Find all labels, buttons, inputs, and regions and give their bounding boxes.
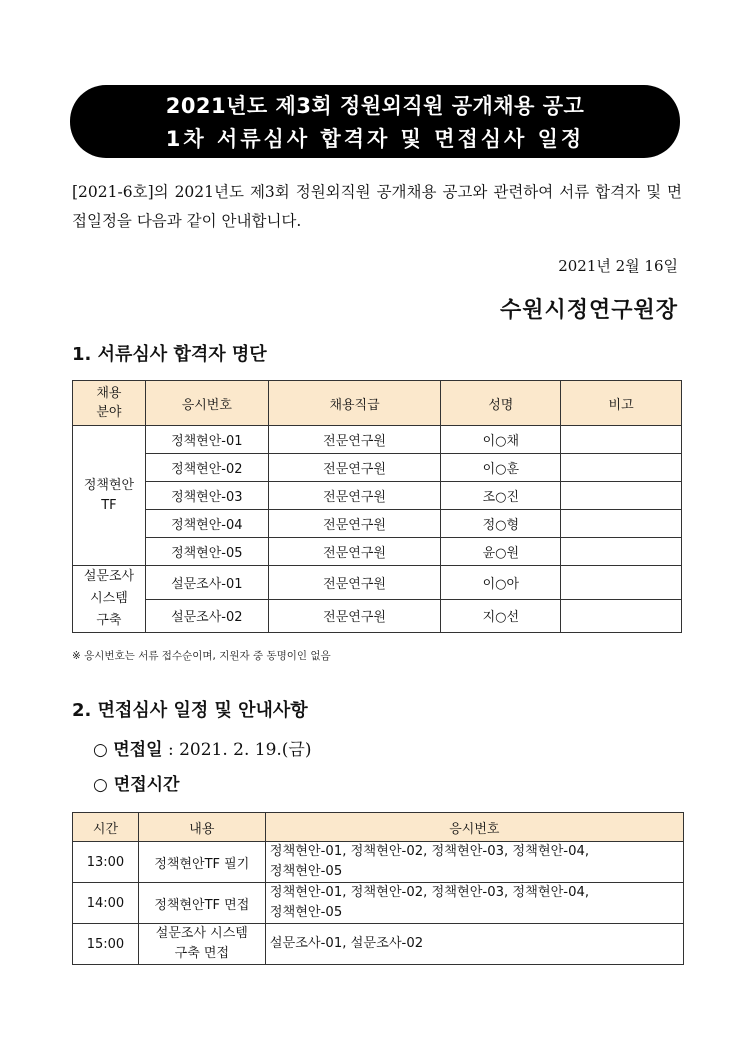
name-cell: 이○아 (441, 566, 561, 600)
content-cell: 정책현안TF 필기 (138, 842, 265, 883)
time-cell: 14:00 (73, 883, 139, 924)
code-cell: 정책현안-02 (145, 454, 268, 482)
issuer-name: 수원시정연구원장 (499, 298, 678, 323)
grade-cell: 전문연구원 (268, 454, 441, 482)
code-cell: 정책현안-04 (145, 510, 268, 538)
code-cell: 설문조사-01 (145, 566, 268, 600)
time-cell: 13:00 (73, 842, 139, 883)
table-row (73, 510, 682, 538)
title-banner (70, 85, 680, 158)
header-name: 성명 (441, 381, 561, 426)
note-cell (561, 426, 682, 454)
table-row (73, 599, 682, 633)
note-cell (561, 454, 682, 482)
section-2-title: 2. 면접심사 일정 및 안내사항 (72, 700, 308, 721)
table-row (73, 842, 684, 883)
header-grade: 채용직급 (268, 381, 441, 426)
header-field: 채용 분야 (73, 381, 146, 426)
interview-date-label: 면접일 (113, 740, 163, 760)
name-cell: 조○진 (441, 482, 561, 510)
time-cell: 15:00 (73, 924, 139, 965)
note-cell (561, 482, 682, 510)
grade-cell: 전문연구원 (268, 599, 441, 633)
interview-time-label: 면접시간 (113, 775, 180, 795)
table-row (73, 566, 682, 600)
candidates-table (72, 380, 682, 633)
codes-cell: 정책현안-01, 정책현안-02, 정책현안-03, 정책현안-04, 정책현안-05 (265, 883, 683, 924)
table-row (73, 883, 684, 924)
code-cell: 설문조사-02 (145, 599, 268, 633)
table-row (73, 426, 682, 454)
circle-bullet-icon: ○ (93, 775, 108, 795)
header-code: 응시번호 (145, 381, 268, 426)
interview-date-line (93, 735, 312, 760)
table-row (73, 924, 684, 965)
name-cell: 정○형 (441, 510, 561, 538)
code-cell: 정책현안-05 (145, 538, 268, 566)
intro-paragraph: [2021-6호]의 2021년도 제3회 정원외직원 공개채용 공고와 관련하여 서류 합격자 및 면접일정을 다음과 같이 안내합니다. (72, 183, 682, 230)
codes-cell: 정책현안-01, 정책현안-02, 정책현안-03, 정책현안-04, 정책현안-05 (265, 842, 683, 883)
content-cell: 설문조사 시스템 구축 면접 (138, 924, 265, 965)
grade-cell: 전문연구원 (268, 538, 441, 566)
table-footnote: ※ 응시번호는 서류 접수순이며, 지원자 중 동명이인 없음 (72, 650, 331, 662)
note-cell (561, 599, 682, 633)
schedule-table (72, 812, 684, 965)
field-cell: 설문조사 시스템 구축 (73, 566, 146, 633)
name-cell: 이○훈 (441, 454, 561, 482)
section-1-title: 1. 서류심사 합격자 명단 (72, 344, 267, 365)
codes-cell: 설문조사-01, 설문조사-02 (265, 924, 683, 965)
field-cell: 정책현안 TF (73, 426, 146, 566)
code-cell: 정책현안-03 (145, 482, 268, 510)
grade-cell: 전문연구원 (268, 510, 441, 538)
table-header-row (73, 381, 682, 426)
name-cell: 이○채 (441, 426, 561, 454)
grade-cell: 전문연구원 (268, 566, 441, 600)
content-cell: 정책현안TF 면접 (138, 883, 265, 924)
header-content: 내용 (138, 813, 265, 842)
interview-time-line (93, 770, 179, 795)
note-cell (561, 510, 682, 538)
code-cell: 정책현안-01 (145, 426, 268, 454)
header-codes: 응시번호 (265, 813, 683, 842)
header-note: 비고 (561, 381, 682, 426)
name-cell: 지○선 (441, 599, 561, 633)
table-row (73, 482, 682, 510)
note-cell (561, 538, 682, 566)
title-line-1: 2021년도 제3회 정원외직원 공개채용 공고 (165, 94, 585, 118)
table-header-row (73, 813, 684, 842)
note-cell (561, 566, 682, 600)
title-line-2: 1차 서류심사 합격자 및 면접심사 일정 (165, 127, 585, 151)
table-row (73, 454, 682, 482)
name-cell: 윤○원 (441, 538, 561, 566)
table-row (73, 538, 682, 566)
grade-cell: 전문연구원 (268, 426, 441, 454)
circle-bullet-icon: ○ (93, 740, 108, 760)
interview-date-value: : 2021. 2. 19.(금) (167, 740, 312, 760)
header-time: 시간 (73, 813, 139, 842)
grade-cell: 전문연구원 (268, 482, 441, 510)
announcement-date: 2021년 2월 16일 (558, 257, 678, 275)
